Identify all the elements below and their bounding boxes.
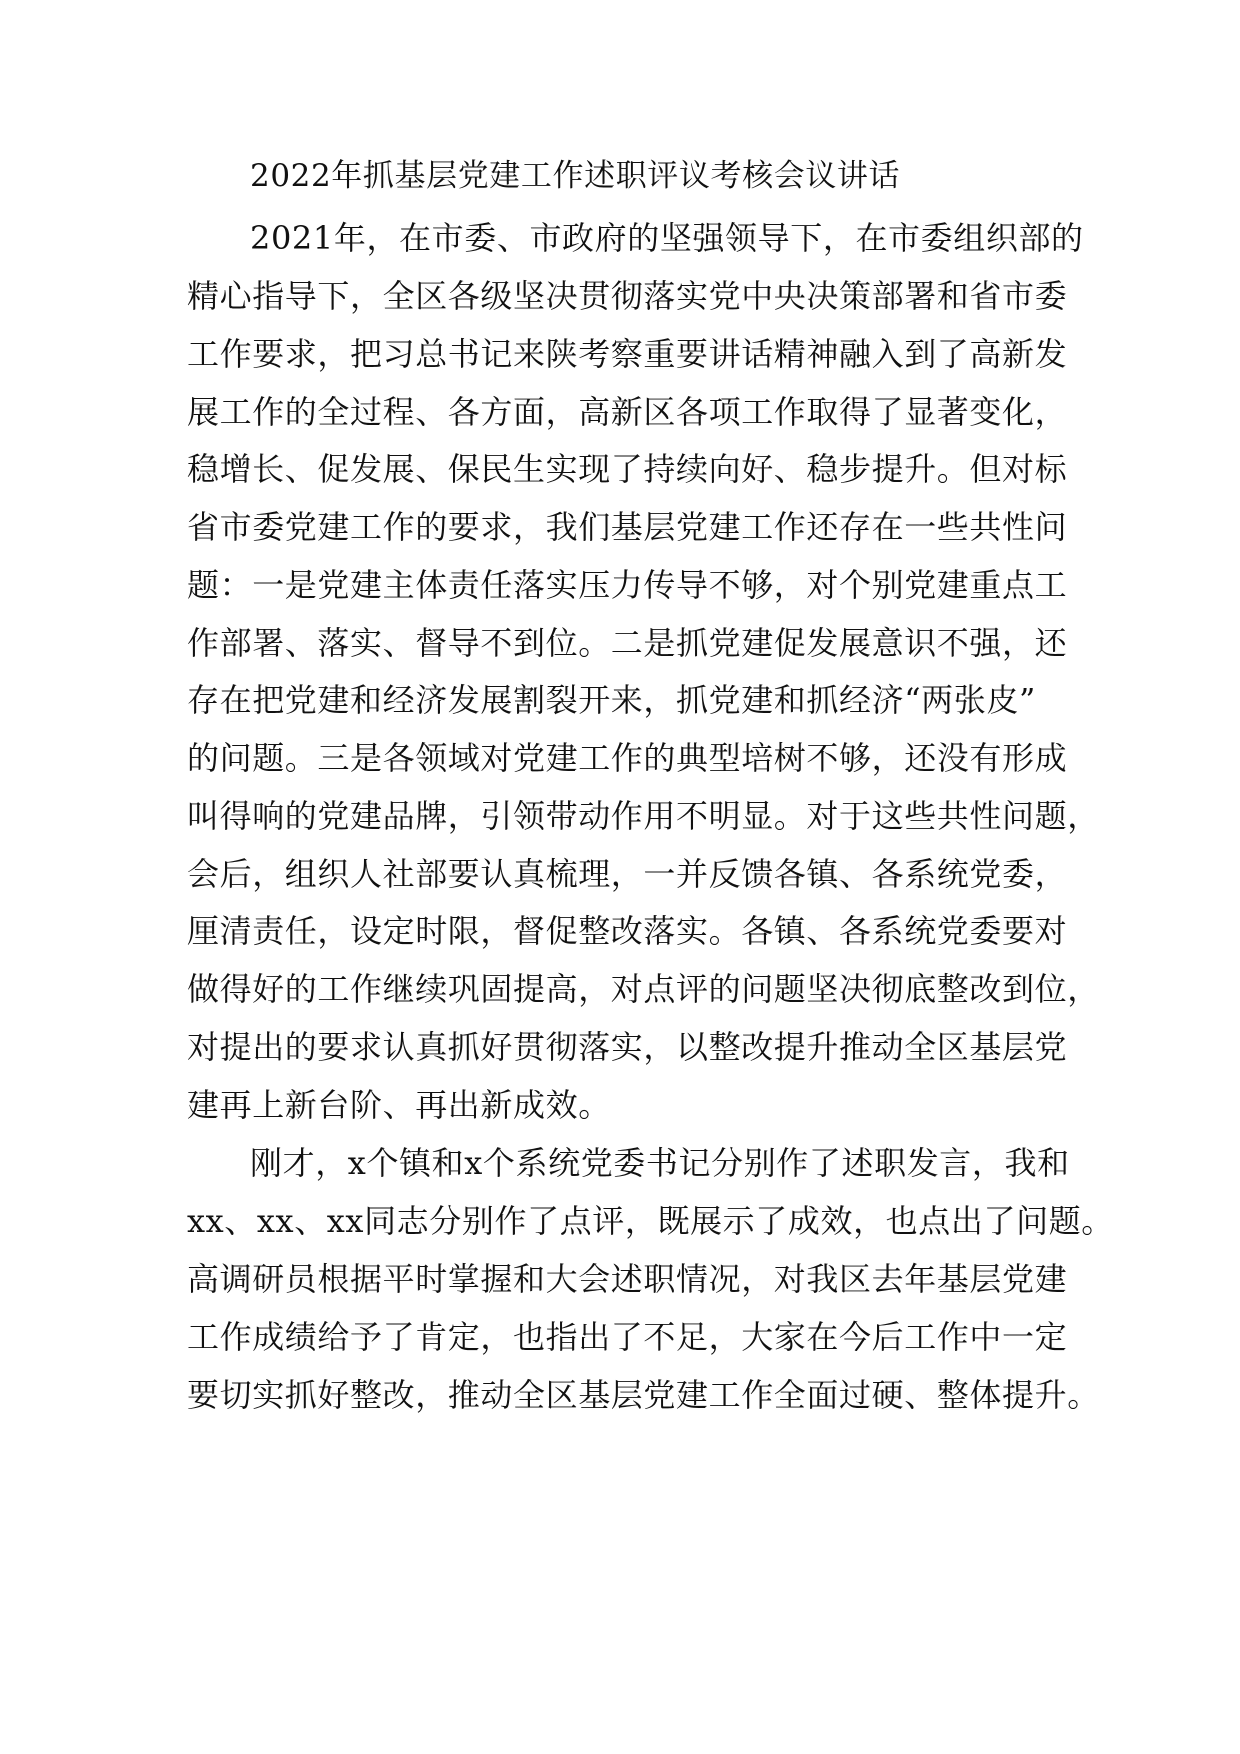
paragraph-1-line-4: 展工作的全过程、各方面，高新区各项工作取得了显著变化，	[187, 393, 1068, 431]
paragraph-2-line-2: xx、xx、xx同志分别作了点评，既展示了成效，也点出了问题。	[187, 1202, 1114, 1240]
paragraph-1-line-7: 题：一是党建主体责任落实压力传导不够，对个别党建重点工	[187, 566, 1068, 604]
paragraph-1-line-16: 建再上新台阶、再出新成效。	[187, 1086, 611, 1124]
paragraph-1-line-3: 工作要求，把习总书记来陕考察重要讲话精神融入到了高新发	[187, 335, 1068, 373]
paragraph-1-line-1: 2021年，在市委、市政府的坚强领导下，在市委组织部的	[250, 219, 1084, 257]
paragraph-1-line-2: 精心指导下，全区各级坚决贯彻落实党中央决策部署和省市委	[187, 277, 1068, 315]
paragraph-2-line-3: 高调研员根据平时掌握和大会述职情况，对我区去年基层党建	[187, 1260, 1068, 1298]
paragraph-1-line-14: 做得好的工作继续巩固提高，对点评的问题坚决彻底整改到位，	[187, 970, 1100, 1008]
paragraph-1-line-12: 会后，组织人社部要认真梳理，一并反馈各镇、各系统党委，	[187, 855, 1068, 893]
paragraph-2-line-5: 要切实抓好整改，推动全区基层党建工作全面过硬、整体提升。	[187, 1376, 1100, 1414]
paragraph-1-line-15: 对提出的要求认真抓好贯彻落实，以整改提升推动全区基层党	[187, 1028, 1068, 1066]
paragraph-1-line-10: 的问题。三是各领域对党建工作的典型培树不够，还没有形成	[187, 739, 1068, 777]
paragraph-1-line-5: 稳增长、促发展、保民生实现了持续向好、稳步提升。但对标	[187, 450, 1068, 488]
document-title: 2022年抓基层党建工作述职评议考核会议讲话	[250, 158, 901, 194]
paragraph-1-line-11: 叫得响的党建品牌，引领带动作用不明显。对于这些共性问题，	[187, 797, 1100, 835]
paragraph-1-line-13: 厘清责任，设定时限，督促整改落实。各镇、各系统党委要对	[187, 912, 1068, 950]
paragraph-1-line-9: 存在把党建和经济发展割裂开来，抓党建和抓经济“两张皮”	[187, 681, 1036, 719]
paragraph-1-line-8: 作部署、落实、督导不到位。二是抓党建促发展意识不强，还	[187, 624, 1068, 662]
paragraph-1-line-6: 省市委党建工作的要求，我们基层党建工作还存在一些共性问	[187, 508, 1068, 546]
paragraph-2-line-4: 工作成绩给予了肯定，也指出了不足，大家在今后工作中一定	[187, 1318, 1068, 1356]
paragraph-2-line-1: 刚才，x个镇和x个系统党委书记分别作了述职发言，我和	[250, 1144, 1070, 1182]
